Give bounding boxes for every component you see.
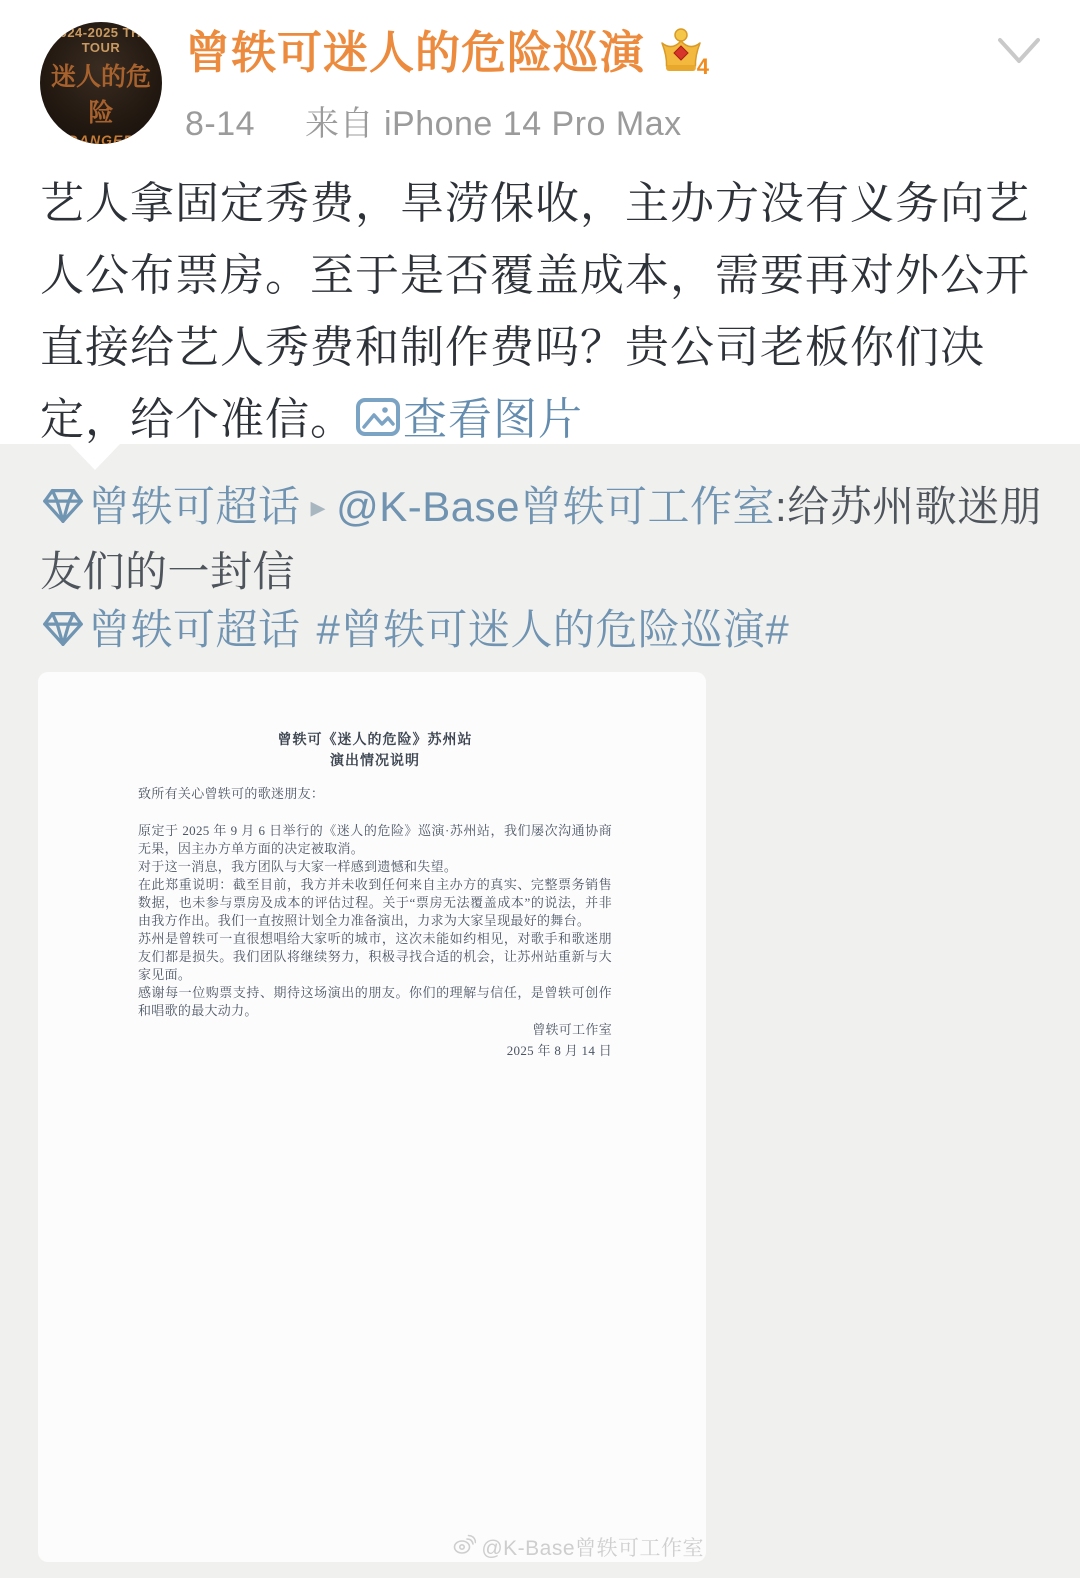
letter-salutation: 致所有关心曾轶可的歌迷朋友： [138, 786, 325, 801]
device-source-link[interactable]: iPhone 14 Pro Max [383, 105, 682, 143]
letter-title [138, 730, 612, 772]
letter-signature: 曾轶可工作室 [532, 1022, 612, 1037]
supertopic-link-2[interactable]: 曾轶可超话 [88, 606, 301, 653]
post-meta [185, 96, 682, 145]
quote-bubble-notch [70, 444, 120, 470]
vip-level-number: 4 [696, 54, 710, 79]
supertopic-icon [40, 605, 86, 666]
letter-paragraph: 苏州是曾轶可一直很想唱给大家听的城市，这次未能如约相见，对歌手和歌迷朋友们都是损失。我们团队将继续努力，积极寻找合适的机会，让苏州站重新与大家见面。 [138, 931, 612, 982]
letter-title-line1: 曾轶可《迷人的危险》苏州站 [277, 733, 473, 748]
vip-crown-icon [655, 28, 710, 79]
letter-date: 2025 年 8 月 14 日 [506, 1043, 612, 1058]
watermark-text: @K-Base曾轶可工作室 [481, 1537, 704, 1560]
hashtag-link[interactable]: #曾轶可迷人的危险巡演# [316, 606, 790, 653]
quoted-post[interactable] [0, 444, 1080, 1578]
avatar-title-text: 迷人的危险 [50, 63, 151, 127]
post-header [185, 27, 710, 79]
quote-text [40, 478, 1044, 666]
quote-plain-text: :给苏州歌迷朋友们的一封信 [40, 483, 1043, 595]
letter-paragraph: 对于这一消息，我方团队与大家一样感到遗憾和失望。 [138, 859, 458, 874]
supertopic-icon [40, 482, 86, 543]
letter-body [138, 822, 612, 1020]
supertopic-link-1[interactable]: 曾轶可超话 [88, 483, 301, 530]
avatar[interactable] [40, 22, 162, 144]
via-label: 来自 [305, 105, 375, 143]
image-watermark [452, 1532, 704, 1562]
letter-paragraph: 在此郑重说明：截至目前，我方并未收到任何来自主办方的真实、完整票务销售数据，也未参与票房及成本的评估过程。关于“票房无法覆盖成本”的说法，并非由我方作出。我们一直按照计划全力准备演出，力求为大家呈现最好的舞台。 [138, 877, 612, 928]
view-image-label: 查看图片 [403, 395, 583, 444]
post-time: 8-14 [185, 105, 256, 143]
letter-image[interactable] [38, 672, 706, 1562]
letter-title-line2: 演出情况说明 [330, 754, 420, 769]
weibo-logo-icon [452, 1533, 476, 1561]
letter-paragraph: 感谢每一位购票支持、期待这场演出的朋友。你们的理解与信任，是曾轶可创作和唱歌的最大动力。 [138, 985, 612, 1018]
mention-link[interactable]: @K-Base曾轶可工作室 [336, 483, 775, 530]
username-link[interactable]: 曾轶可迷人的危险巡演 [185, 27, 646, 79]
post-text-content: 艺人拿固定秀费，旱涝保收，主办方没有义务向艺人公布票房。至于是否覆盖成本，需要再对外公开直接给艺人秀费和制作费吗？贵公司老板你们决定，给个准信。 [40, 179, 1030, 444]
avatar-tour-text: 2024-2025 THE TOUR [51, 24, 151, 55]
chevron-down-icon[interactable] [995, 36, 1043, 73]
post-text [40, 168, 1048, 460]
quote-arrow-icon: ▸ [310, 491, 327, 524]
view-image-link[interactable] [355, 395, 583, 444]
letter-paragraph: 原定于 2025 年 9 月 6 日举行的《迷人的危险》巡演·苏州站，我们屡次沟通协商无果，因主办方单方面的决定被取消。 [138, 823, 612, 856]
avatar-sub-text: DANGER [67, 131, 135, 144]
